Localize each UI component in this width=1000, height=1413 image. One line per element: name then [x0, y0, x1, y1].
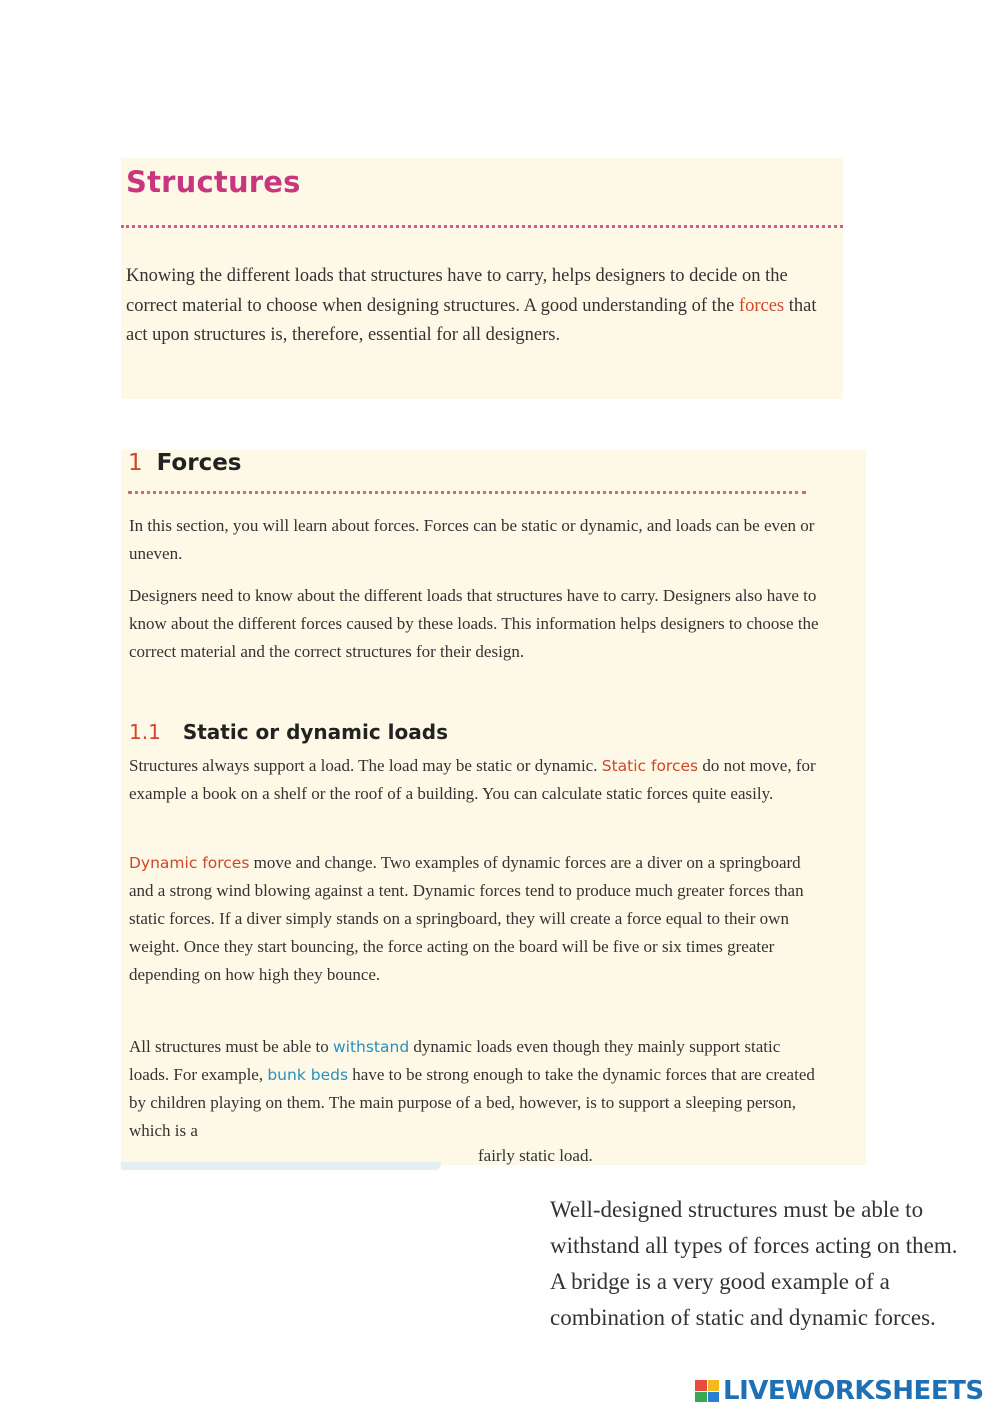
withstand-text-before: All structures must be able to	[129, 1037, 333, 1056]
keyword-dynamic-forces: Dynamic forces	[129, 854, 250, 872]
link-withstand[interactable]: withstand	[332, 1038, 410, 1056]
section-number: 1	[128, 450, 143, 476]
designers-paragraph: Designers need to know about the different loads that structures have to carry. Designers also have to know about the different forces caused by these loads. This information helps designers to choose the correct material and the correct structures for their design.	[129, 586, 819, 661]
liveworksheets-logo[interactable]	[695, 1376, 984, 1406]
withstand-text-after: have to be strong enough to take the dynamic forces that are created by children playing on them. The main purpose of a bed, however, is to support a sleeping person, which is a	[129, 1065, 815, 1140]
section-heading	[128, 450, 242, 476]
static-text-before: Structures always support a load. The load may be static or dynamic.	[129, 756, 602, 775]
paragraph-strip	[121, 1162, 441, 1170]
logo-text: LIVEWORKSHEETS	[723, 1376, 984, 1406]
section-divider	[128, 491, 806, 494]
subsection-heading	[129, 720, 448, 744]
keyword-static-forces: Static forces	[601, 757, 699, 775]
liveworksheets-logo-icon	[695, 1380, 719, 1402]
callout-text: Well-designed structures must be able to withstand all types of forces acting on them. A bridge is a very good example of a combination of static and dynamic forces.	[550, 1197, 958, 1330]
withstand-tail: fairly static load.	[478, 1146, 593, 1165]
dynamic-paragraph	[129, 849, 819, 989]
static-text-after: do not move, for example a book on a shelf or the roof of a building. You can calculate static forces quite easily.	[129, 756, 816, 803]
subsection-title: Static or dynamic loads	[182, 720, 448, 744]
intro-text-after: that act upon structures is, therefore, essential for all designers.	[126, 295, 817, 345]
keyword-forces: forces	[738, 295, 785, 316]
title-divider	[121, 225, 843, 228]
section-title: Forces	[156, 450, 242, 476]
page-title: Structures	[126, 165, 301, 199]
intro-paragraph	[126, 262, 826, 351]
static-paragraph	[129, 752, 819, 808]
section-intro-paragraph: In this section, you will learn about forces. Forces can be static or dynamic, and loads can be even or uneven.	[129, 516, 815, 563]
dynamic-text-after: move and change. Two examples of dynamic forces are a diver on a springboard and a strong wind blowing against a tent. Dynamic forces tend to produce much greater forces than static forces. If a diver simply stands on a springboard, they will create a force equal to their own weight. Once they start bouncing, the force acting on the board will be five or six times greater depending on how high they bounce.	[129, 853, 804, 984]
intro-text-before: Knowing the different loads that structures have to carry, helps designers to decide on the correct material to choose when designing structures. A good understanding of the	[126, 266, 788, 316]
withstand-text-middle: dynamic loads even though they mainly support static loads. For example,	[129, 1037, 781, 1084]
link-bunk-beds[interactable]: bunk beds	[267, 1066, 349, 1084]
subsection-number: 1.1	[129, 720, 161, 744]
withstand-paragraph	[129, 1033, 819, 1145]
